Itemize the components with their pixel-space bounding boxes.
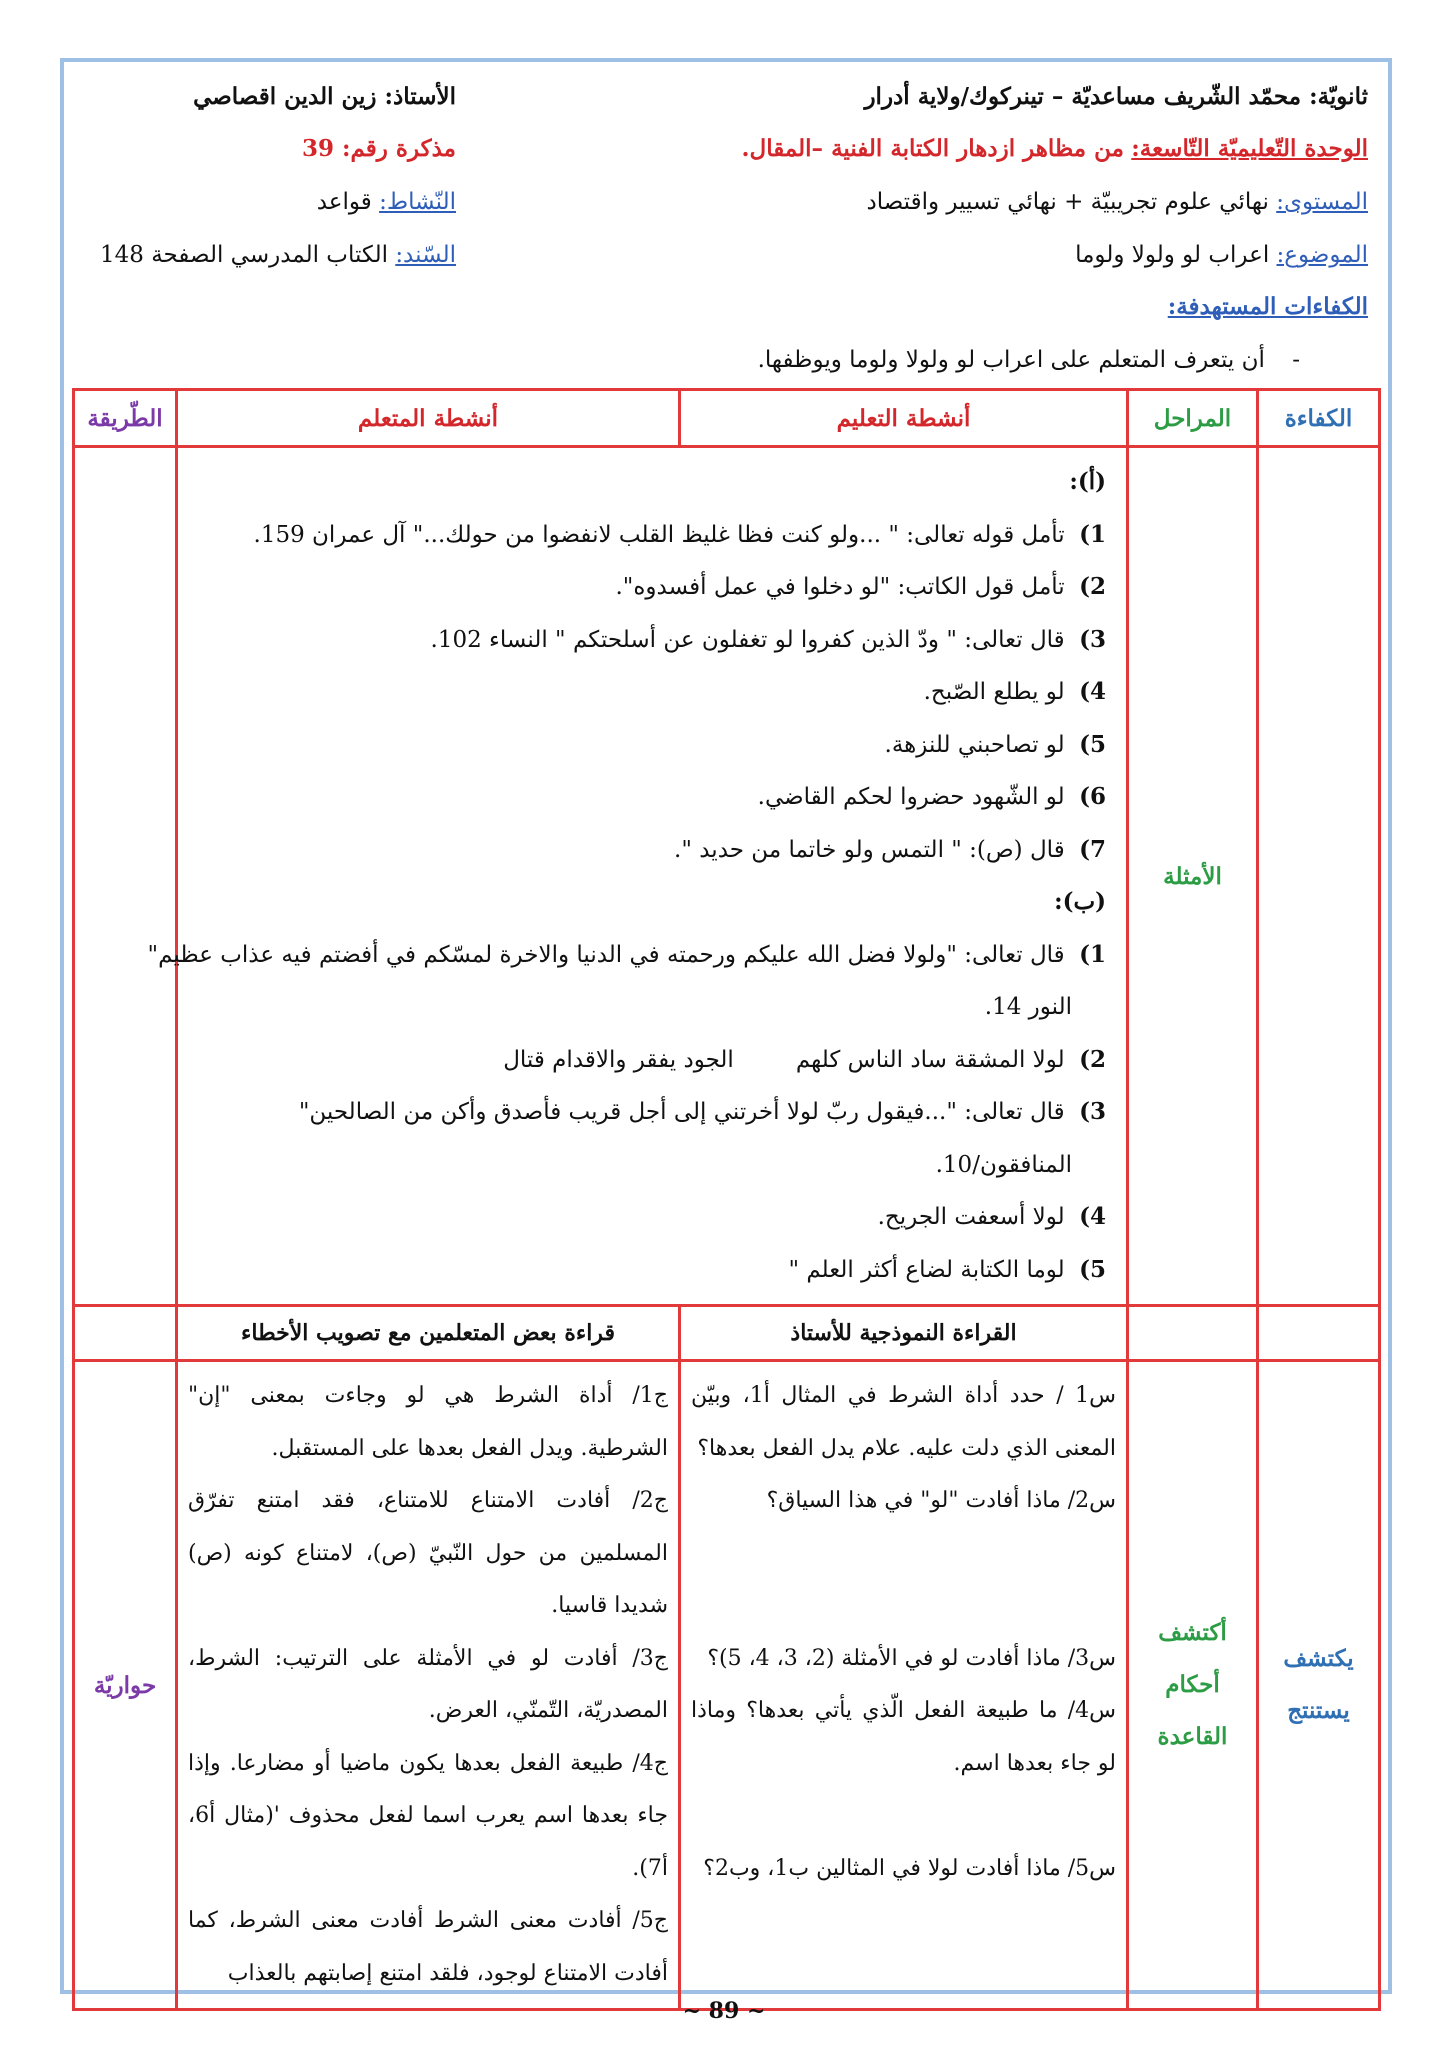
list-item: 7) قال (ص): " التمس ولو خاتما من حديد ".: [674, 835, 1106, 863]
competencies-label: الكفاءات المستهدفة:: [1167, 293, 1368, 320]
examples-competency-cell: [1258, 447, 1380, 1306]
answer-2: ج2/ أفادت الامتناع للامتناع، فقد امتنع تفرّق المسلمين من حول النّبيّ (ص)، لامتناع كونه (ص) شديدا قاسيا.: [188, 1488, 668, 1618]
topic-value: اعراب لو ولولا ولوما: [1075, 242, 1270, 268]
answer-4: ج4/ طبيعة الفعل بعدها يكون ماضيا أو مضارعا. وإذا جاء بعدها اسم يعرب اسما لفعل محذوف '(مثال أ6، أ7).: [188, 1750, 668, 1881]
answer-1: ج1/ أداة الشرط هي لو وجاءت بمعنى "إن" الشرطية. ويدل الفعل بعدها على المستقبل.: [188, 1383, 668, 1461]
memo-label: مذكرة رقم:: [342, 135, 456, 162]
activity-label: النّشاط:: [379, 189, 456, 215]
teacher-name: الأستاذ: زين الدين اقصاصي: [193, 83, 456, 110]
level-value: نهائي علوم تجريبيّة + نهائي تسيير واقتصاد: [866, 189, 1269, 215]
competency-conclude: يستنتج: [1287, 1697, 1350, 1724]
col-competency: الكفاءة: [1258, 390, 1380, 447]
bullet-dash: -: [1292, 347, 1300, 373]
examples-method-cell: [74, 447, 177, 1306]
questions-cell: [680, 1361, 1128, 2010]
answer-3: ج3/ أفادت لو في الأمثلة على الترتيب: الشرط، المصدريّة، التّمنّي، العرض.: [188, 1645, 668, 1723]
list-item-continuation: النور 14.: [984, 994, 1072, 1020]
level-line: [866, 187, 1368, 217]
question-5: س5/ ماذا أفادت لولا في المثالين ب1، وب2؟: [703, 1855, 1116, 1881]
competency-discover: يكتشف: [1283, 1645, 1354, 1672]
page-number: ~ 89 ~: [682, 1998, 766, 2024]
list-item: 4) لولا أسعفت الجريح.: [877, 1203, 1106, 1230]
activity-value: قواعد: [316, 189, 372, 215]
reading-competency-cell: [1258, 1306, 1380, 1361]
topic-label: الموضوع:: [1276, 242, 1368, 268]
source-line: [100, 240, 456, 270]
question-3: س3/ ماذا أفادت لو في الأمثلة (2، 3، 4، 5)؟: [707, 1645, 1116, 1671]
competency-discover-conclude: [1258, 1361, 1380, 2010]
source-label: السّند:: [395, 242, 456, 268]
unit-line: [742, 134, 1369, 164]
list-item-verse: 2) لولا المشقة ساد الناس كلهمالجود يفقر والاقدام قتال: [503, 1045, 1106, 1073]
memo-line: [302, 134, 456, 164]
list-item: 6) لو الشّهود حضروا لحكم القاضي.: [757, 783, 1106, 810]
answer-5: ج5/ أفادت معنى الشرط أفادت معنى الشرط، كما أفادت الامتناع لوجود، فلقد امتنع إصابتهم بالعذاب: [188, 1908, 668, 1986]
col-stages: المراحل: [1128, 390, 1258, 447]
list-item: 1) قال تعالى: "ولولا فضل الله عليكم ورحمته في الدنيا والاخرة لمسّكم في أفضتم فيه عذاب عظيم": [147, 940, 1106, 968]
group-b-label: (ب):: [1054, 888, 1106, 915]
list-item-continuation: المنافقون/10.: [935, 1151, 1072, 1178]
list-item: 4) لو يطلع الصّبح.: [923, 678, 1106, 705]
reading-stage-cell: [1128, 1306, 1258, 1361]
col-teaching: أنشطة التعليم: [680, 390, 1128, 447]
unit-value: من مظاهر ازدهار الكتابة الفنية –المقال.: [741, 135, 1124, 162]
source-value: الكتاب المدرسي الصفحة 148: [99, 242, 388, 268]
stage-examples: الأمثلة: [1128, 447, 1258, 1306]
competency-item: [758, 345, 1300, 375]
question-1: س1 / حدد أداة الشرط في المثال أ1، وبيّن المعنى الذي دلت عليه. علام يدل الفعل بعدها؟: [691, 1383, 1116, 1461]
topic-line: [1075, 240, 1368, 270]
col-learner: أنشطة المتعلم: [177, 390, 680, 447]
examples-cell: [147, 447, 1128, 1306]
unit-label: الوحدة التّعليميّة التّاسعة:: [1131, 135, 1368, 162]
verse-hemistich-2: الجود يفقر والاقدام قتال: [503, 1046, 734, 1073]
reading-row: [74, 1306, 1380, 1361]
list-item: 3) قال تعالى: "...فيقول ربّ لولا أخرتني إلى أجل قريب فأصدق وأكن من الصالحين": [298, 1098, 1106, 1125]
examples-row: [74, 447, 1380, 1306]
answers-cell: [177, 1361, 680, 2010]
list-item: 5) لوما الكتابة لضاع أكثر العلم ": [788, 1255, 1106, 1283]
stage-discover-rules: أكتشف أحكام القاعدة: [1128, 1361, 1258, 2010]
col-method: الطّريقة: [74, 390, 177, 447]
discovery-row: [74, 1361, 1380, 2010]
level-label: المستوى:: [1276, 189, 1368, 215]
competency-text: أن يتعرف المتعلم على اعراب لو ولولا ولوما ويوظفها.: [757, 347, 1265, 373]
group-a-label: (أ):: [1069, 468, 1106, 495]
activity-line: [317, 187, 456, 217]
lesson-table: [72, 388, 1381, 2011]
method-dialogue: حواريّة: [74, 1361, 177, 2010]
memo-number: 39: [301, 135, 334, 162]
question-2: س2/ ماذا أفادت "لو" في هذا السياق؟: [766, 1488, 1116, 1513]
list-item: 5) لو تصاحبني للنزهة.: [884, 730, 1106, 758]
teacher-reading: القراءة النموذجية للأستاذ: [680, 1306, 1128, 1361]
list-item: 2) تأمل قول الكاتب: "لو دخلوا في عمل أفسدوه".: [615, 573, 1106, 600]
question-4: س4/ ما طبيعة الفعل الّذي يأتي بعدها؟ وماذا لو جاء بعدها اسم.: [691, 1698, 1116, 1776]
verse-hemistich-1: لولا المشقة ساد الناس كلهم: [795, 1046, 1065, 1073]
table-header-row: [74, 390, 1380, 447]
school-name: ثانويّة: محمّد الشّريف مساعديّة – تينركوك/ولاية أدرار: [864, 83, 1368, 110]
list-item: 3) قال تعالى: " ودّ الذين كفروا لو تغفلون عن أسلحتكم " النساء 102.: [430, 625, 1106, 653]
list-item: 1) تأمل قوله تعالى: " ...ولو كنت فظا غليظ القلب لانفضوا من حولك..." آل عمران 159.: [253, 520, 1106, 548]
reading-method-cell: [74, 1306, 177, 1361]
learner-reading: قراءة بعض المتعلمين مع تصويب الأخطاء: [177, 1306, 680, 1361]
